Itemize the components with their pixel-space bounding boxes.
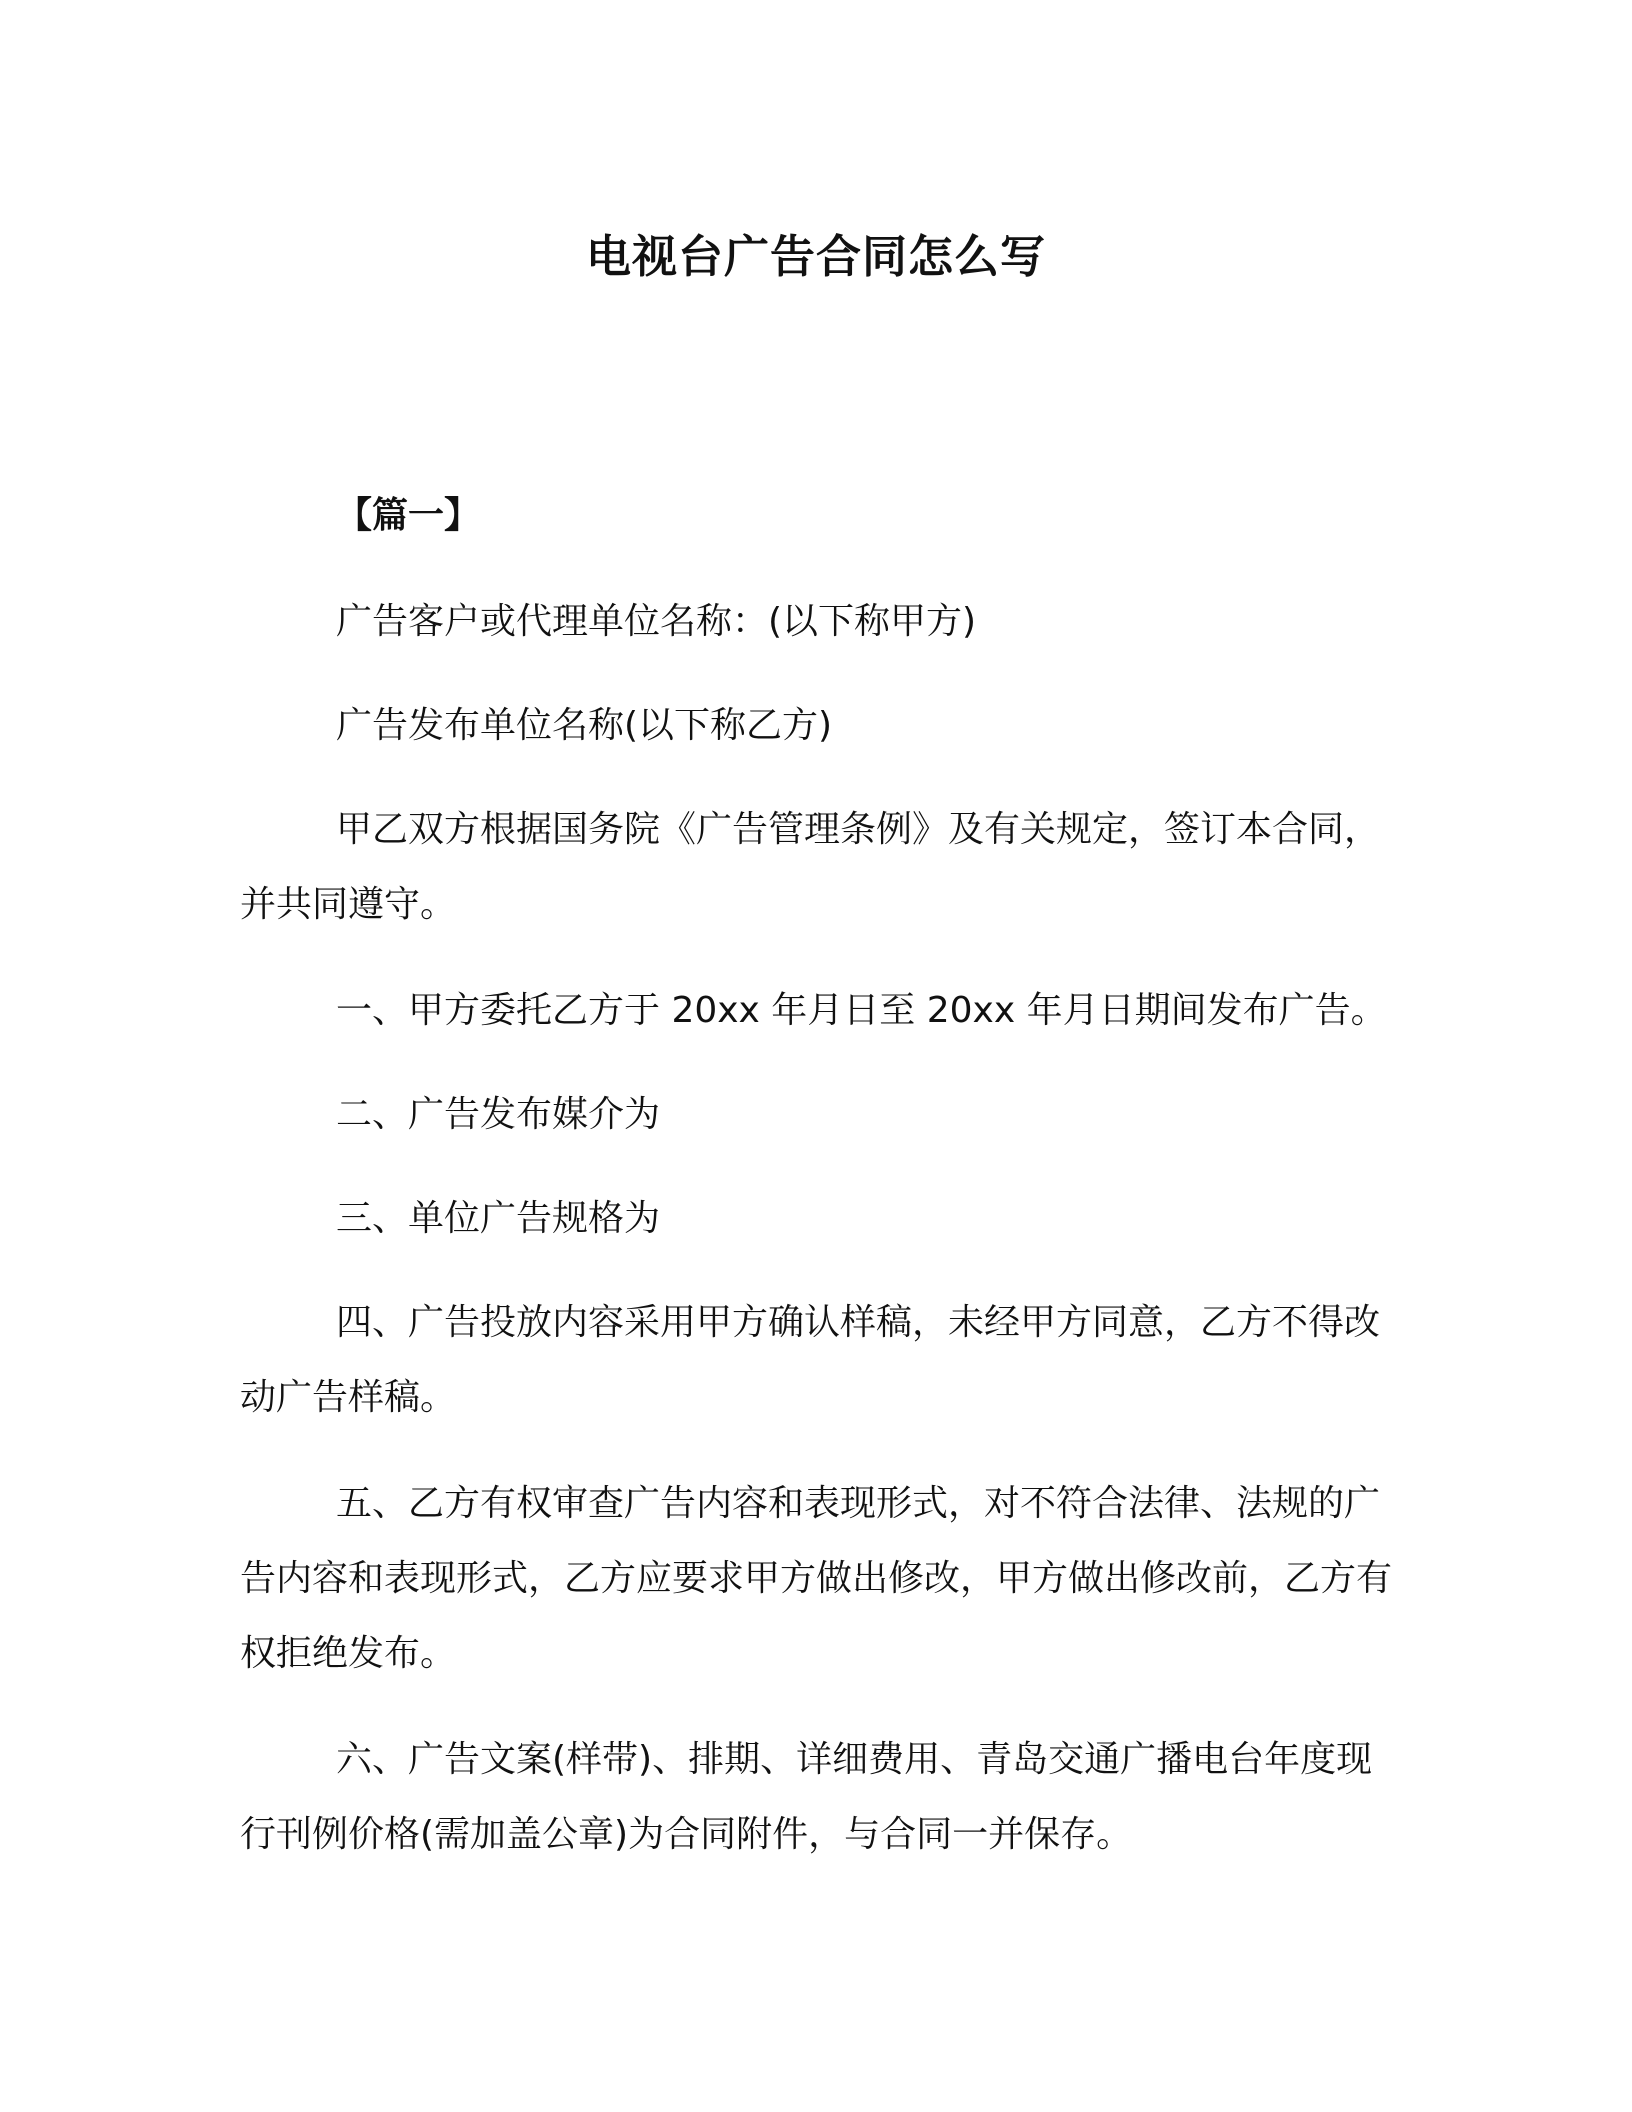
paragraph-party-b: 广告发布单位名称(以下称乙方) [336, 705, 833, 746]
paragraph-clause-2: 二、广告发布媒介为 [336, 1094, 661, 1135]
paragraph-clause-5: 五、乙方有权审查广告内容和表现形式，对不符合法律、法规的广告内容和表现形式，乙方应要求甲方做出修改，甲方做出修改前，乙方有权拒绝发布。 [240, 1483, 1393, 1674]
paragraph-preamble: 甲乙双方根据国务院《广告管理条例》及有关规定，签订本合同，并共同遵守。 [240, 809, 1381, 925]
paragraph-clause-1: 一、甲方委托乙方于 20xx 年月日至 20xx 年月日期间发布广告。 [336, 990, 1387, 1031]
paragraph-clause-6: 六、广告文案(样带)、排期、详细费用、青岛交通广播电台年度现行刊例价格(需加盖公章)为合同附件，与合同一并保存。 [240, 1739, 1373, 1855]
paragraph-party-a: 广告客户或代理单位名称：(以下称甲方) [336, 601, 977, 642]
section-heading: 【篇一】 [336, 495, 481, 536]
document-title: 电视台广告合同怎么写 [585, 230, 1046, 283]
paragraph-clause-3: 三、单位广告规格为 [336, 1198, 661, 1239]
paragraph-clause-4: 四、广告投放内容采用甲方确认样稿，未经甲方同意，乙方不得改动广告样稿。 [240, 1302, 1381, 1418]
